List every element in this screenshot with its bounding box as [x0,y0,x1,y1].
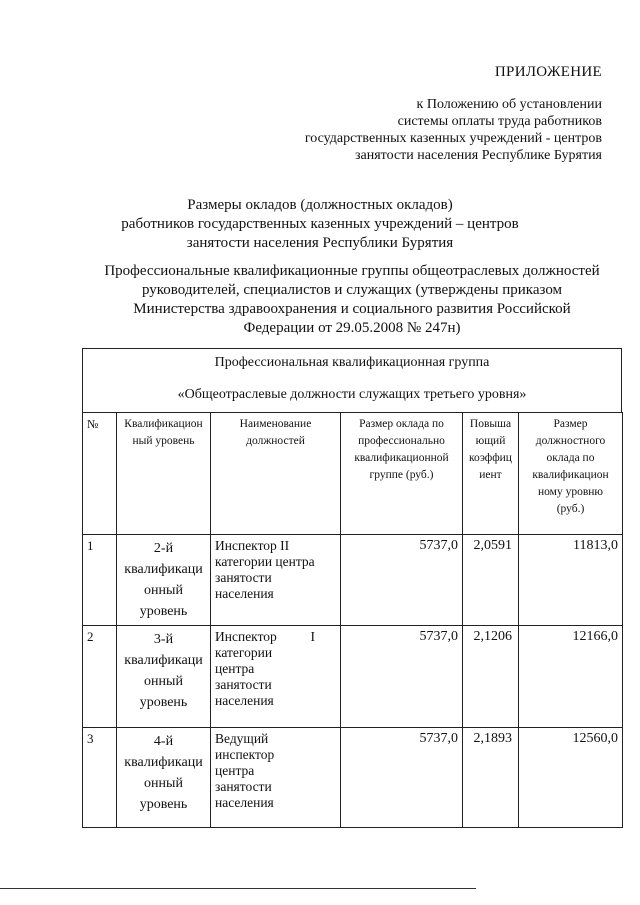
row-coefficient: 2,1206 [463,626,519,728]
position-line: Инспектор II [215,538,290,553]
header-position: Наименование должностей [211,413,341,535]
level-line: 2-й [153,541,174,556]
row-salary: 12166,0 [519,626,623,728]
position-line: населения [215,693,274,708]
salary-table [82,412,623,828]
row-base-salary: 5737,0 [341,728,463,828]
heading-line: работников государственных казенных учреждений – центров [121,216,519,232]
row-coefficient: 2,1893 [463,728,519,828]
position-line: Ведущий [215,731,269,746]
level-line: 4-й [153,734,174,749]
level-line: 3-й [153,632,174,647]
heading-line: Размеры окладов (должностных окладов) [187,197,453,213]
row-num: 1 [83,535,117,626]
row-num: 3 [83,728,117,828]
table-row [83,535,623,626]
level-line: квалификаци [124,653,203,668]
appendix-ref-line: системы оплаты труда работников [397,114,602,129]
position-line: занятости [215,570,272,585]
heading-line: занятости населения Республики Бурятия [186,235,454,251]
position-line: инспектор [215,747,275,762]
qualification-group-header [82,348,622,412]
appendix-title: ПРИЛОЖЕНИЕ [494,64,602,80]
header-num: № [83,413,117,535]
row-level [117,626,211,728]
subheading-line: Профессиональные квалификационные группы общеотраслевых должностей [104,263,600,279]
table-row [83,626,623,728]
position-line: населения [215,586,274,601]
header-coefficient: Повыша ющий коэффиц иент [463,413,519,535]
level-line: квалификаци [124,562,203,577]
level-line: квалификаци [124,755,203,770]
row-base-salary: 5737,0 [341,626,463,728]
position-line: занятости [215,677,272,692]
header-level: Квалификацион ный уровень [117,413,211,535]
row-salary: 12560,0 [519,728,623,828]
row-num: 2 [83,626,117,728]
document-subheading [82,262,622,338]
appendix-ref-line: государственных казенных учреждений - центров [304,131,602,146]
position-line: занятости [215,779,272,794]
row-position [211,728,341,828]
level-line: уровень [139,695,188,710]
header-salary: Размер должностного оклада по квалификацион ному уровню (руб.) [519,413,623,535]
position-line: населения [215,795,274,810]
level-line: онный [144,776,183,791]
table-row [83,728,623,828]
position-line: Инспектор I [215,629,316,644]
row-position [211,626,341,728]
row-base-salary: 5737,0 [341,535,463,626]
position-line: категории [215,645,273,660]
appendix-ref-line: занятости населения Республике Бурятия [355,148,602,163]
appendix-reference [305,96,602,164]
position-line: категории центра [215,554,315,569]
group-name: «Общеотраслевые должности служащих третьего уровня» [177,387,527,402]
group-title: Профессиональная квалификационная группа [214,355,490,370]
row-level [117,535,211,626]
subheading-line: Министерства здравоохранения и социального развития Российской [133,301,571,317]
level-line: онный [144,674,183,689]
row-salary: 11813,0 [519,535,623,626]
level-line: уровень [139,797,188,812]
row-level [117,728,211,828]
subheading-line: Федерации от 29.05.2008 № 247н) [243,320,461,336]
level-line: уровень [139,604,188,619]
document-heading [0,196,640,253]
table-header-row [83,413,623,535]
row-position [211,535,341,626]
level-line: онный [144,583,183,598]
header-base-salary: Размер оклада по профессионально квалификационной группе (руб.) [341,413,463,535]
position-line: центра [215,763,255,778]
bottom-divider [0,888,476,889]
subheading-line: руководителей, специалистов и служащих (утверждены приказом [141,282,563,298]
position-line: центра [215,661,255,676]
appendix-ref-line: к Положению об установлении [416,97,602,112]
row-coefficient: 2,0591 [463,535,519,626]
